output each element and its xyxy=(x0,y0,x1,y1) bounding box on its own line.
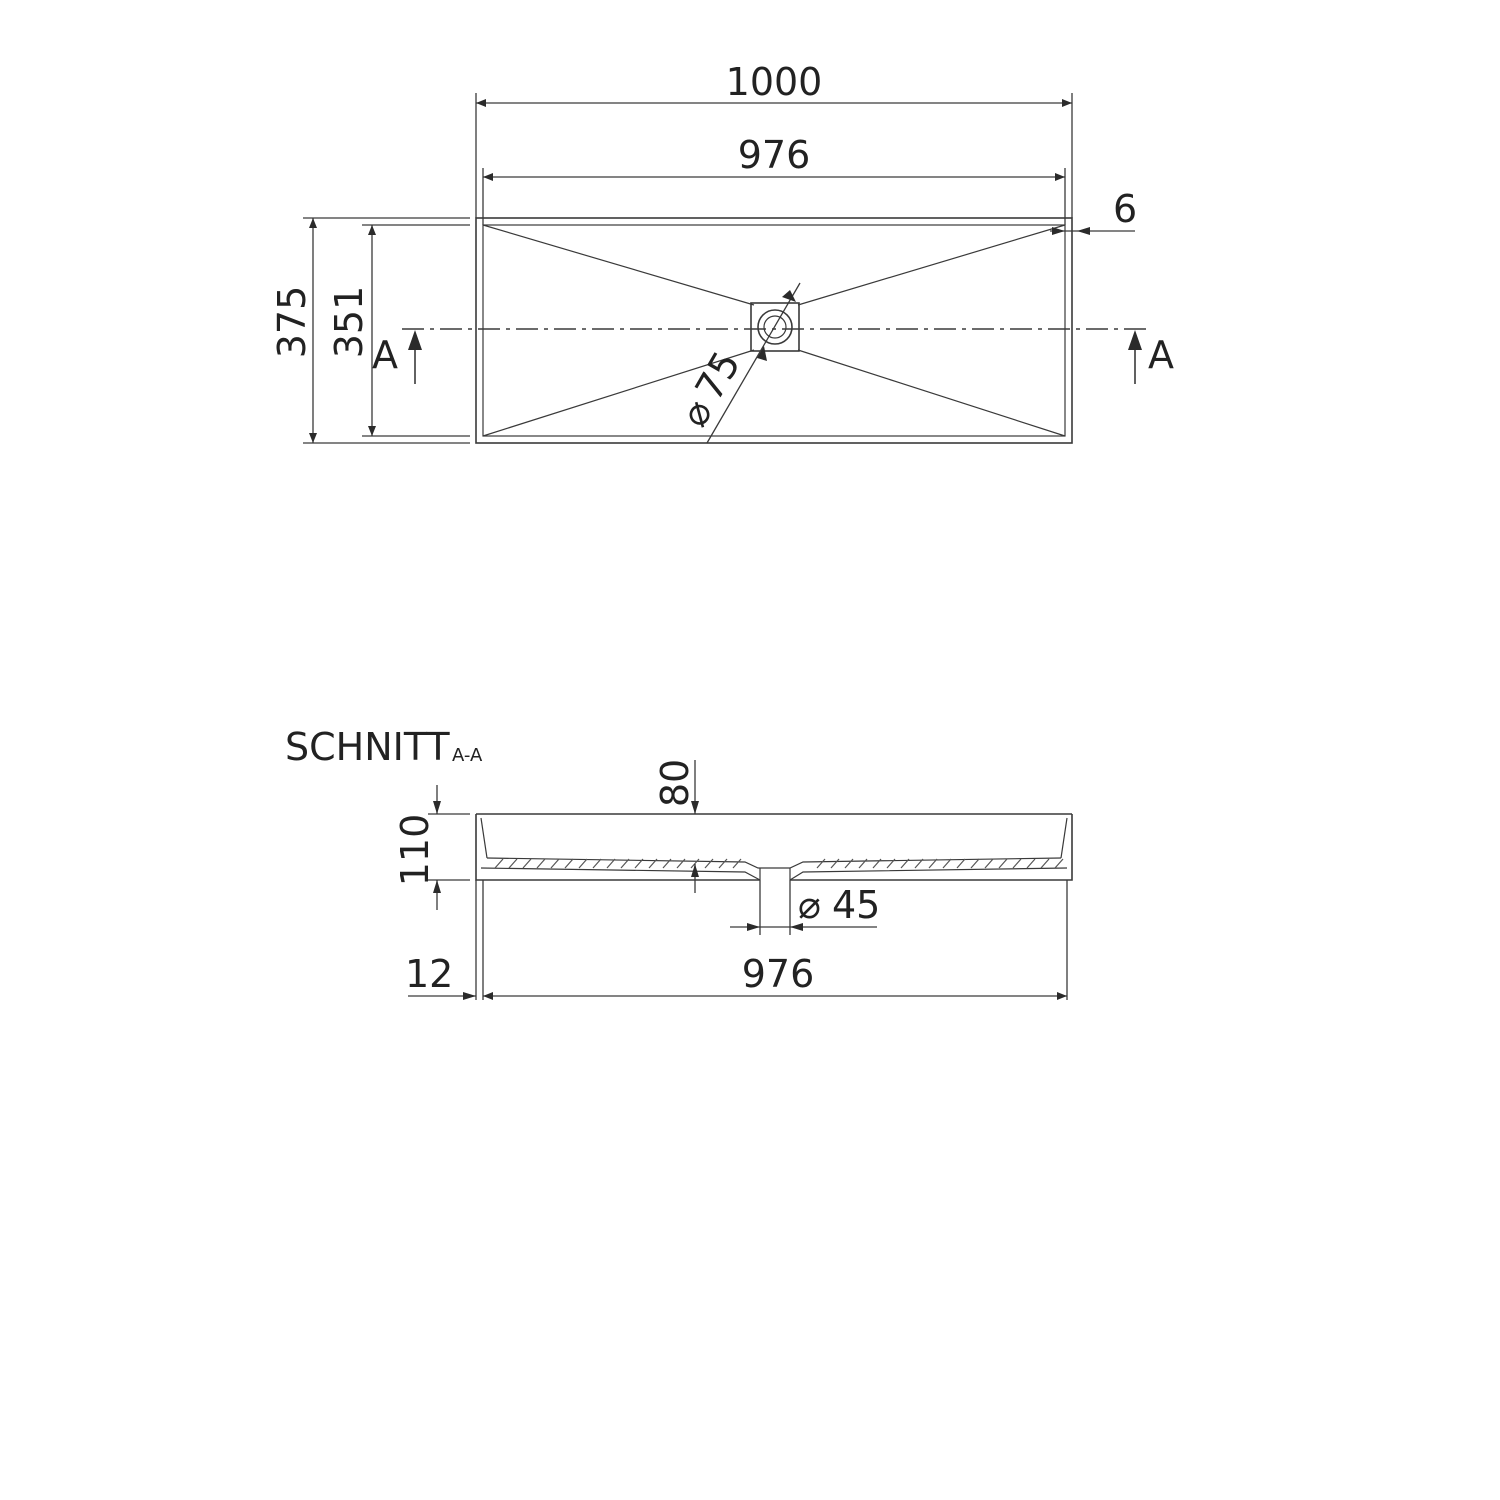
hatch-stroke xyxy=(831,859,839,868)
hatch-stroke xyxy=(859,859,867,868)
dim-inner-depth xyxy=(327,225,470,436)
section-hatching xyxy=(495,859,1063,868)
dim-section-width xyxy=(405,880,1067,1000)
hatch-stroke xyxy=(719,859,727,868)
dim-section-width-label: 976 xyxy=(741,952,815,996)
hatch-stroke xyxy=(1027,859,1035,868)
dim-depth xyxy=(653,759,699,893)
dim-inner-width-label: 976 xyxy=(737,133,811,177)
dim-height xyxy=(393,785,470,910)
hatch-stroke xyxy=(509,859,517,868)
dim-drain-diameter xyxy=(672,283,800,443)
section-marker-right: A xyxy=(1148,333,1174,377)
hatch-stroke xyxy=(593,859,601,868)
dim-rim xyxy=(1050,187,1137,235)
dim-outlet-diameter xyxy=(730,880,880,935)
dim-height-label: 110 xyxy=(393,813,437,887)
dim-rim-label: 6 xyxy=(1113,187,1138,231)
basin-inner-outline xyxy=(483,225,1065,436)
dim-depth-label: 80 xyxy=(653,758,697,808)
hatch-stroke xyxy=(957,859,965,868)
hatch-stroke xyxy=(1013,859,1021,868)
slope-lines xyxy=(483,225,1065,436)
hatch-stroke xyxy=(845,859,853,868)
dim-outlet-diameter-label: 45 xyxy=(832,883,881,927)
hatch-stroke xyxy=(1041,859,1049,868)
hatch-stroke xyxy=(565,859,573,868)
top-view xyxy=(270,60,1174,443)
hatch-stroke xyxy=(523,859,531,868)
section-marker-left: A xyxy=(372,333,398,377)
dim-overall-depth-label: 375 xyxy=(270,285,314,359)
hatch-stroke xyxy=(1055,859,1063,868)
hatch-stroke xyxy=(677,859,685,868)
diameter-symbol-top: ⌀ xyxy=(671,391,722,434)
hatch-stroke xyxy=(551,859,559,868)
hatch-stroke xyxy=(705,859,713,868)
dim-inner-width xyxy=(483,133,1065,225)
hatch-stroke xyxy=(999,859,1007,868)
dim-inner-depth-label: 351 xyxy=(327,285,371,359)
basin-section-profile xyxy=(476,814,1072,880)
section-arrow-left xyxy=(408,330,422,384)
dim-drain-diameter-label: 75 xyxy=(686,343,749,408)
section-view xyxy=(285,725,1072,1000)
dim-overall-width-label: 1000 xyxy=(725,60,823,104)
section-title-suffix: A-A xyxy=(452,745,483,766)
hatch-stroke xyxy=(495,859,503,868)
dim-wall-label: 12 xyxy=(405,952,454,996)
section-title: SCHNITT xyxy=(285,725,450,769)
hatch-stroke xyxy=(971,859,979,868)
hatch-stroke xyxy=(817,859,825,868)
hatch-stroke xyxy=(985,859,993,868)
diameter-symbol-section: ⌀ xyxy=(798,883,821,927)
section-arrow-right xyxy=(1128,330,1142,384)
hatch-stroke xyxy=(579,859,587,868)
hatch-stroke xyxy=(733,859,741,868)
hatch-stroke xyxy=(537,859,545,868)
